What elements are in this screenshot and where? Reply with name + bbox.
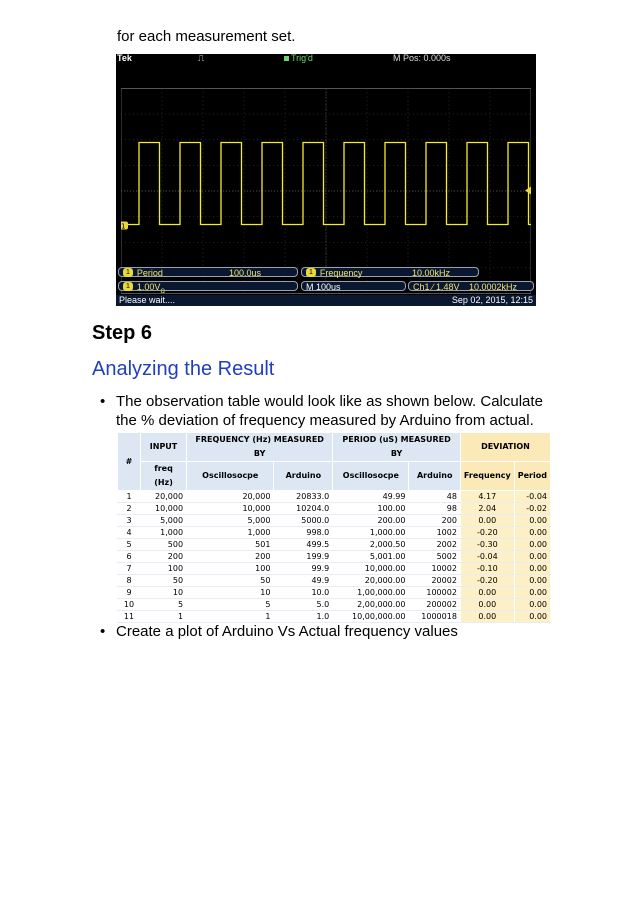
table-cell: 20,000 <box>187 491 274 503</box>
table-cell: 4.17 <box>460 491 514 503</box>
subheader-cell: Frequency <box>460 462 514 491</box>
table-cell: 20833.0 <box>274 491 333 503</box>
subheader-cell: Arduino <box>274 462 333 491</box>
status-bar <box>116 295 536 306</box>
table-cell: 2002 <box>409 539 460 551</box>
table-cell: 0.00 <box>460 599 514 611</box>
subheader-cell: Arduino <box>409 462 460 491</box>
table-cell: 9 <box>118 587 141 599</box>
table-cell: 5.0 <box>274 599 333 611</box>
table-row <box>118 539 551 551</box>
table-cell: 20,000 <box>141 491 187 503</box>
table-cell: 100.00 <box>333 503 409 515</box>
bullet-dot: • <box>100 393 106 410</box>
table-cell: 5 <box>118 539 141 551</box>
table-cell: 1,000 <box>141 527 187 539</box>
table-cell: 2,000.50 <box>333 539 409 551</box>
table-cell: 10204.0 <box>274 503 333 515</box>
table-cell: 10,000.00 <box>333 563 409 575</box>
subheader-row <box>118 462 551 491</box>
table-row <box>118 563 551 575</box>
subheader-cell: freq (Hz) <box>141 462 187 491</box>
group-frequency-header: FREQUENCY (Hz) MEASURED BY <box>187 433 333 462</box>
table-cell: 200 <box>141 551 187 563</box>
period-readout: 1 Period 100.0us <box>118 267 298 277</box>
table-cell: 10,000 <box>141 503 187 515</box>
table-cell: 0.00 <box>514 611 550 623</box>
table-cell: 100002 <box>409 587 460 599</box>
table-cell: 10 <box>187 587 274 599</box>
volts-per-div: 1 $1.00V_\Omega$ <box>118 281 298 291</box>
trigger-box-icon <box>284 56 289 61</box>
group-input-header: INPUT <box>141 433 187 462</box>
table-cell: 48 <box>409 491 460 503</box>
table-row <box>118 575 551 587</box>
table-cell: 200.00 <box>333 515 409 527</box>
table-cell: 5,000 <box>141 515 187 527</box>
bullet-plot: • Create a plot of Arduino Vs Actual frequency values <box>100 623 458 640</box>
section-heading: Analyzing the Result <box>92 358 275 380</box>
table-cell: 3 <box>118 515 141 527</box>
table-cell: 0.00 <box>514 527 550 539</box>
group-period-header: PERIOD (uS) MEASURED BY <box>333 433 461 462</box>
table-cell: 0.00 <box>514 515 550 527</box>
table-cell: 1002 <box>409 527 460 539</box>
table-cell: 10 <box>141 587 187 599</box>
table-row <box>118 551 551 563</box>
measurement-row <box>116 267 536 278</box>
table-cell: 50 <box>141 575 187 587</box>
table-cell: 200002 <box>409 599 460 611</box>
bullet-observation: • The observation table would look like as shown below. Calculate the % deviation of frequency measured by Arduino from actual. <box>100 393 543 429</box>
status-message: Please wait.... <box>119 295 176 305</box>
table-cell: 1.0 <box>274 611 333 623</box>
intro-text: for each measurement set. <box>117 28 296 45</box>
table-cell: 10002 <box>409 563 460 575</box>
table-cell: 0.00 <box>514 539 550 551</box>
table-cell: 98 <box>409 503 460 515</box>
table-cell: 1,000.00 <box>333 527 409 539</box>
trigger-readout: Ch1 ∕ 1.48V 10.0002kHz <box>408 281 534 291</box>
bullet-dot: • <box>100 623 106 640</box>
table-cell: 4 <box>118 527 141 539</box>
table-cell: 200 <box>409 515 460 527</box>
table-cell: 501 <box>187 539 274 551</box>
scope-datetime: Sep 02, 2015, 12:15 <box>451 295 533 305</box>
table-cell: 49.9 <box>274 575 333 587</box>
oscilloscope-screenshot <box>116 54 536 306</box>
trigger-pulse-icon: ⎍ <box>198 54 205 63</box>
table-cell: 2,00,000.00 <box>333 599 409 611</box>
table-cell: 100 <box>187 563 274 575</box>
table-cell: 5,000 <box>187 515 274 527</box>
table-cell: 10 <box>118 599 141 611</box>
table-cell: 2 <box>118 503 141 515</box>
col-index-header: # <box>118 433 141 491</box>
table-cell: 20002 <box>409 575 460 587</box>
table-cell: 0.00 <box>460 515 514 527</box>
table-cell: 11 <box>118 611 141 623</box>
table-cell: 998.0 <box>274 527 333 539</box>
table-cell: 99.9 <box>274 563 333 575</box>
table-cell: 5 <box>141 599 187 611</box>
table-cell: 5002 <box>409 551 460 563</box>
table-cell: 6 <box>118 551 141 563</box>
table-cell: 199.9 <box>274 551 333 563</box>
table-cell: -0.30 <box>460 539 514 551</box>
trigger-status: Trig'd <box>284 54 313 63</box>
subheader-cell: Oscillosocpe <box>333 462 409 491</box>
horizontal-position: M Pos: 0.000s <box>393 54 451 63</box>
step-heading: Step 6 <box>92 322 153 344</box>
table-cell: 499.5 <box>274 539 333 551</box>
subheader-cell: Period <box>514 462 550 491</box>
table-cell: 7 <box>118 563 141 575</box>
scope-brand: Tek <box>117 54 132 63</box>
table-cell: 50 <box>187 575 274 587</box>
settings-row <box>116 281 536 295</box>
table-cell: 10,000 <box>187 503 274 515</box>
table-cell: 10,00,000.00 <box>333 611 409 623</box>
table-row <box>118 503 551 515</box>
table-row <box>118 491 551 503</box>
table-cell: 1,000 <box>187 527 274 539</box>
table-cell: 0.00 <box>514 599 550 611</box>
table-cell: -0.04 <box>514 491 550 503</box>
table-cell: 500 <box>141 539 187 551</box>
table-cell: 200 <box>187 551 274 563</box>
table-row <box>118 611 551 623</box>
table-cell: 1 <box>141 611 187 623</box>
table-cell: 8 <box>118 575 141 587</box>
table-cell: 0.00 <box>514 575 550 587</box>
table-cell: 100 <box>141 563 187 575</box>
table-cell: 2.04 <box>460 503 514 515</box>
scope-top-bar <box>116 54 536 65</box>
table-cell: 1 <box>118 491 141 503</box>
table-cell: 1 <box>187 611 274 623</box>
table-cell: 1000018 <box>409 611 460 623</box>
table-cell: -0.10 <box>460 563 514 575</box>
table-cell: -0.02 <box>514 503 550 515</box>
table-cell: -0.20 <box>460 527 514 539</box>
subheader-cell: Oscillosocpe <box>187 462 274 491</box>
table-cell: 5000.0 <box>274 515 333 527</box>
table-row <box>118 527 551 539</box>
svg-text:1: 1 <box>121 222 126 231</box>
table-row <box>118 599 551 611</box>
channel-1-marker <box>121 222 128 231</box>
table-row <box>118 515 551 527</box>
table-cell: -0.20 <box>460 575 514 587</box>
frequency-readout: 1 Frequency 10.00kHz <box>301 267 479 277</box>
table-cell: 20,000.00 <box>333 575 409 587</box>
table-cell: 0.00 <box>514 551 550 563</box>
table-row <box>118 587 551 599</box>
table-cell: 5 <box>187 599 274 611</box>
observation-table <box>117 432 551 623</box>
timebase: M 100us <box>301 281 406 291</box>
table-cell: 0.00 <box>514 563 550 575</box>
table-cell: 0.00 <box>514 587 550 599</box>
table-cell: 10.0 <box>274 587 333 599</box>
table-cell: 5,001.00 <box>333 551 409 563</box>
table-cell: -0.04 <box>460 551 514 563</box>
table-cell: 49.99 <box>333 491 409 503</box>
group-deviation-header: DEVIATION <box>460 433 550 462</box>
table-cell: 1,00,000.00 <box>333 587 409 599</box>
table-cell: 0.00 <box>460 611 514 623</box>
table-cell: 0.00 <box>460 587 514 599</box>
